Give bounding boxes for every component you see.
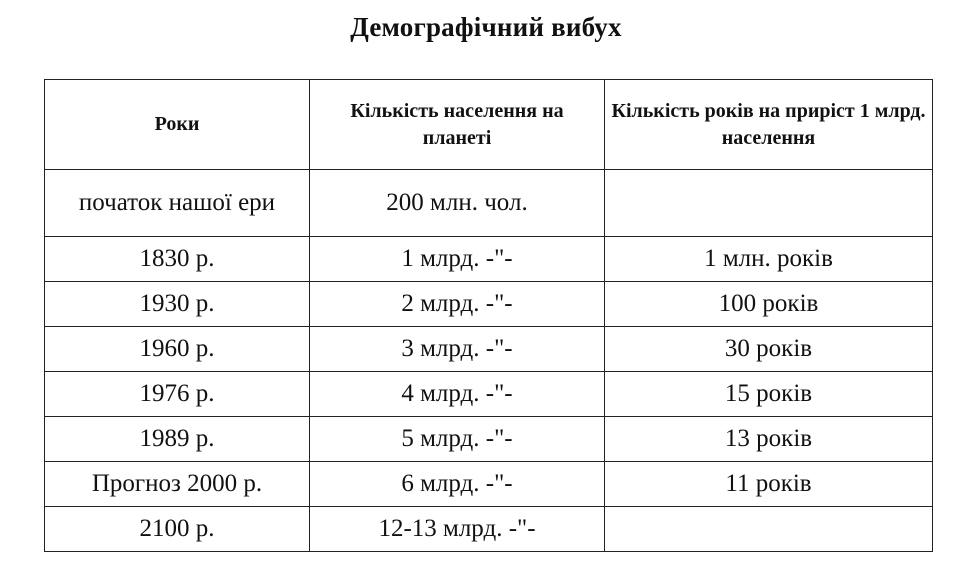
years-per-billion-cell: 100 років <box>605 282 933 327</box>
year-cell: 1989 р. <box>45 417 310 462</box>
year-cell: 1976 р. <box>45 372 310 417</box>
table-header-row <box>45 80 933 170</box>
population-cell: 4 млрд. -"- <box>310 372 605 417</box>
year-cell: 1960 р. <box>45 327 310 372</box>
years-per-billion-cell: 1 млн. років <box>605 237 933 282</box>
table-row <box>45 507 933 552</box>
years-per-billion-cell: 13 років <box>605 417 933 462</box>
demographic-table <box>44 79 933 552</box>
table-row <box>45 237 933 282</box>
population-cell: 200 млн. чол. <box>310 170 605 237</box>
years-per-billion-cell: 30 років <box>605 327 933 372</box>
table-row <box>45 327 933 372</box>
table-row <box>45 170 933 237</box>
header-years: Роки <box>45 80 310 170</box>
population-cell: 1 млрд. -"- <box>310 237 605 282</box>
population-cell: 5 млрд. -"- <box>310 417 605 462</box>
population-cell: 6 млрд. -"- <box>310 462 605 507</box>
population-cell: 12-13 млрд. -"- <box>310 507 605 552</box>
year-cell: 1830 р. <box>45 237 310 282</box>
table-row <box>45 372 933 417</box>
years-per-billion-cell: 11 років <box>605 462 933 507</box>
years-per-billion-cell <box>605 170 933 237</box>
year-cell: 1930 р. <box>45 282 310 327</box>
table-row <box>45 417 933 462</box>
population-cell: 2 млрд. -"- <box>310 282 605 327</box>
years-per-billion-cell: 15 років <box>605 372 933 417</box>
table-row <box>45 462 933 507</box>
population-cell: 3 млрд. -"- <box>310 327 605 372</box>
years-per-billion-cell <box>605 507 933 552</box>
year-cell: початок нашої ери <box>45 170 310 237</box>
year-cell: Прогноз 2000 р. <box>45 462 310 507</box>
year-cell: 2100 р. <box>45 507 310 552</box>
header-population: Кількість населення на планеті <box>310 80 605 170</box>
header-years-per-billion: Кількість років на приріст 1 млрд. населення <box>605 80 933 170</box>
page-title: Демографічний вибух <box>350 12 622 42</box>
table-row <box>45 282 933 327</box>
